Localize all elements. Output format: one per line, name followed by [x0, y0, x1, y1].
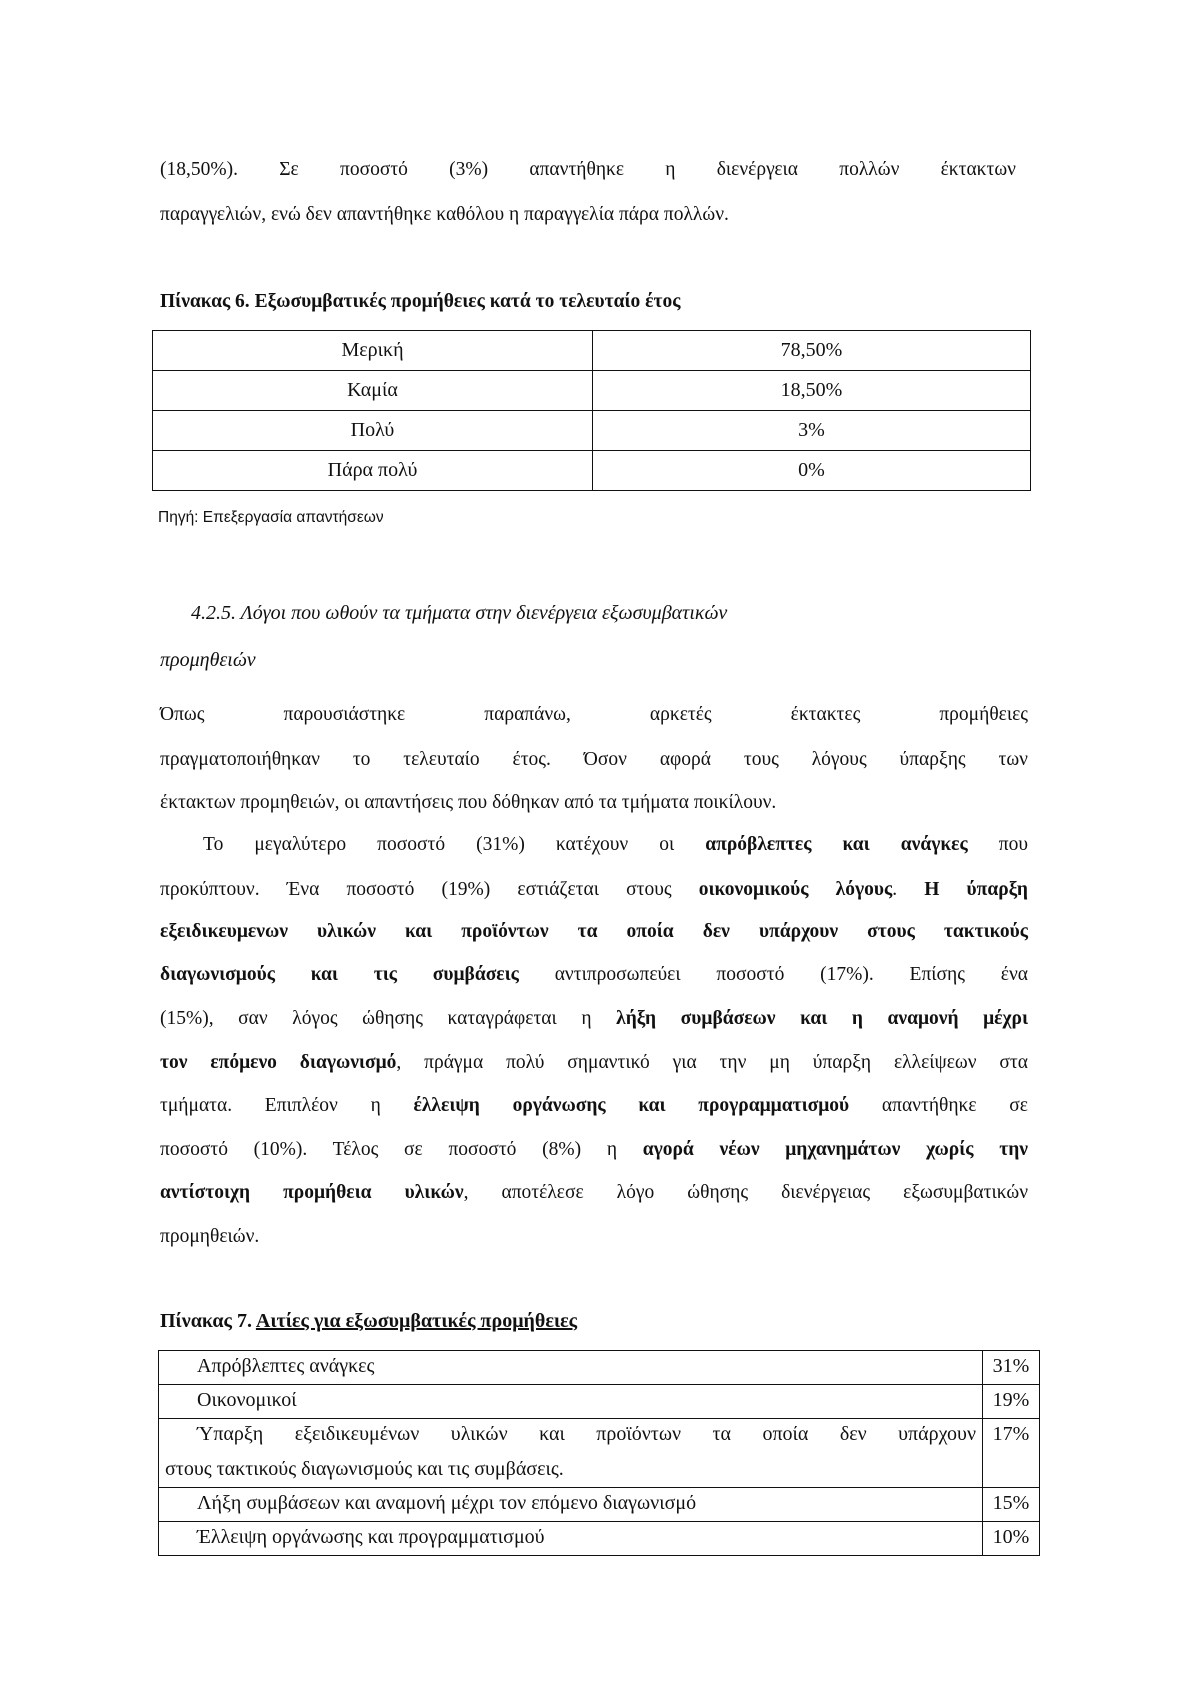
table-row [159, 1419, 1040, 1488]
table-row [153, 371, 1031, 411]
para2-line-10: προμηθειών. [160, 1226, 260, 1247]
para2-text: που [967, 834, 1029, 855]
para2-text: απαντήθηκε σε [849, 1095, 1028, 1116]
table7-cell-value: 31% [983, 1351, 1040, 1385]
para2-line-6 [160, 1053, 1028, 1073]
para2-bold-text: διαγωνισμούς και τις συμβάσεις [160, 964, 519, 985]
table-row [153, 331, 1031, 371]
table6-cell-value: 18,50% [593, 371, 1031, 411]
para2-bold-text: αγορά νέων μηχανημάτων χωρίς την [642, 1139, 1028, 1160]
table6-caption-title: Εξωσυμβατικές προμήθειες κατά το τελευταίο έτος [254, 291, 681, 312]
para2-text: τμήματα. Επιπλέον η [160, 1095, 414, 1116]
table-row [159, 1351, 1040, 1385]
para2-bold-text: αντίστοιχη προμήθεια υλικών [160, 1182, 464, 1203]
para2-line-5 [160, 1009, 1028, 1029]
table6-source: Πηγή: Επεξεργασία απαντήσεων [158, 509, 384, 526]
para1-line-3: έκτακτων προμηθειών, οι απαντήσεις που δόθηκαν από τα τμήματα ποικίλουν. [160, 792, 777, 813]
table7-cell-value: 10% [983, 1522, 1040, 1556]
table7-cell-value: 19% [983, 1385, 1040, 1419]
para2-line-8 [160, 1140, 1028, 1160]
para2-text: (15%), σαν λόγος ώθησης καταγράφεται η [160, 1008, 617, 1029]
para2-text: προκύπτουν. Ένα ποσοστό (19%) εστιάζεται στους [160, 879, 699, 900]
table-row [153, 451, 1031, 491]
para2-text: . [892, 879, 925, 900]
table7-cell-label-line-1: Ύπαρξη εξειδικευμένων υλικών και προϊόντων τα οποία δεν υπάρχουν [197, 1423, 976, 1445]
para2-bold-text: λήξη συμβάσεων και η αναμονή μέχρι [616, 1008, 1029, 1029]
table7-cell-label-line-2: στους τακτικούς διαγωνισμούς και τις συμβάσεις. [165, 1458, 564, 1480]
para2-bold-text: έλλειψη οργάνωσης και προγραμματισμού [413, 1095, 850, 1116]
intro-line-1: (18,50%). Σε ποσοστό (3%) απαντήθηκε η διενέργεια πολλών έκτακτων [160, 159, 1016, 180]
para2-line-4 [160, 965, 1028, 985]
table6-caption [160, 291, 680, 313]
table7 [158, 1350, 1040, 1556]
para2-line-1 [203, 835, 1028, 855]
para2-text: αντιπροσωπεύει ποσοστό (17%). Επίσης ένα [518, 964, 1028, 985]
para1-line-2: πραγματοποιήθηκαν το τελευταίο έτος. Όσον αφορά τους λόγους ύπαρξης των [160, 749, 1028, 770]
table6-cell-label: Μερική [153, 331, 593, 371]
para2-line-7 [160, 1096, 1028, 1116]
table7-cell-label [159, 1419, 983, 1488]
table7-caption-label: Πίνακας 7. [160, 1310, 252, 1332]
table7-cell-label: Έλλειψη οργάνωσης και προγραμματισμού [159, 1522, 983, 1556]
table7-cell-label: Απρόβλεπτες ανάγκες [159, 1351, 983, 1385]
table7-cell-label: Οικονομικοί [159, 1385, 983, 1419]
table-row [159, 1385, 1040, 1419]
table6-cell-label: Πάρα πολύ [153, 451, 593, 491]
section-heading-line-2: προμηθειών [160, 649, 256, 671]
table6-cell-label: Καμία [153, 371, 593, 411]
para2-text: , αποτέλεσε λόγο ώθησης διενέργειας εξωσυμβατικών [463, 1182, 1029, 1203]
table6-cell-value: 3% [593, 411, 1031, 451]
para2-bold-text: Η ύπαρξη [924, 879, 1028, 900]
table7-cell-label: Λήξη συμβάσεων και αναμονή μέχρι τον επόμενο διαγωνισμό [159, 1488, 983, 1522]
table6-cell-value: 78,50% [593, 331, 1031, 371]
table7-cell-value: 17% [983, 1419, 1040, 1488]
intro-line-2: παραγγελιών, ενώ δεν απαντήθηκε καθόλου η παραγγελία πάρα πολλών. [160, 204, 729, 225]
table7-caption-title: Αιτίες για εξωσυμβατικές προμήθειες [255, 1310, 578, 1332]
para2-text: , πράγμα πολύ σημαντικό για την μη ύπαρξη ελλείψεων στα [396, 1052, 1028, 1073]
table6 [152, 330, 1031, 491]
para2-bold-text: απρόβλεπτες και ανάγκες [705, 834, 968, 855]
table-row [159, 1522, 1040, 1556]
para2-line-3: εξειδικευμενων υλικών και προϊόντων τα οποία δεν υπάρχουν στους τακτικούς [160, 921, 1028, 942]
table6-cell-value: 0% [593, 451, 1031, 491]
para2-line-2 [160, 880, 1028, 900]
para2-bold-text: τον επόμενο διαγωνισμό [160, 1052, 397, 1073]
table6-cell-label: Πολύ [153, 411, 593, 451]
table-row [159, 1488, 1040, 1522]
table7-caption [160, 1310, 577, 1333]
section-heading-line-1: 4.2.5. Λόγοι που ωθούν τα τμήματα στην διενέργεια εξωσυμβατικών [191, 602, 728, 624]
table-row [153, 411, 1031, 451]
table6-caption-label: Πίνακας 6. [160, 291, 250, 312]
table7-cell-value: 15% [983, 1488, 1040, 1522]
para2-text: Το μεγαλύτερο ποσοστό (31%) κατέχουν οι [203, 834, 706, 855]
para2-line-9 [160, 1183, 1028, 1203]
para2-text: ποσοστό (10%). Τέλος σε ποσοστό (8%) η [160, 1139, 643, 1160]
para2-bold-text: οικονομικούς λόγους [698, 879, 893, 900]
para1-line-1: Όπως παρουσιάστηκε παραπάνω, αρκετές έκτακτες προμήθειες [160, 704, 1028, 725]
